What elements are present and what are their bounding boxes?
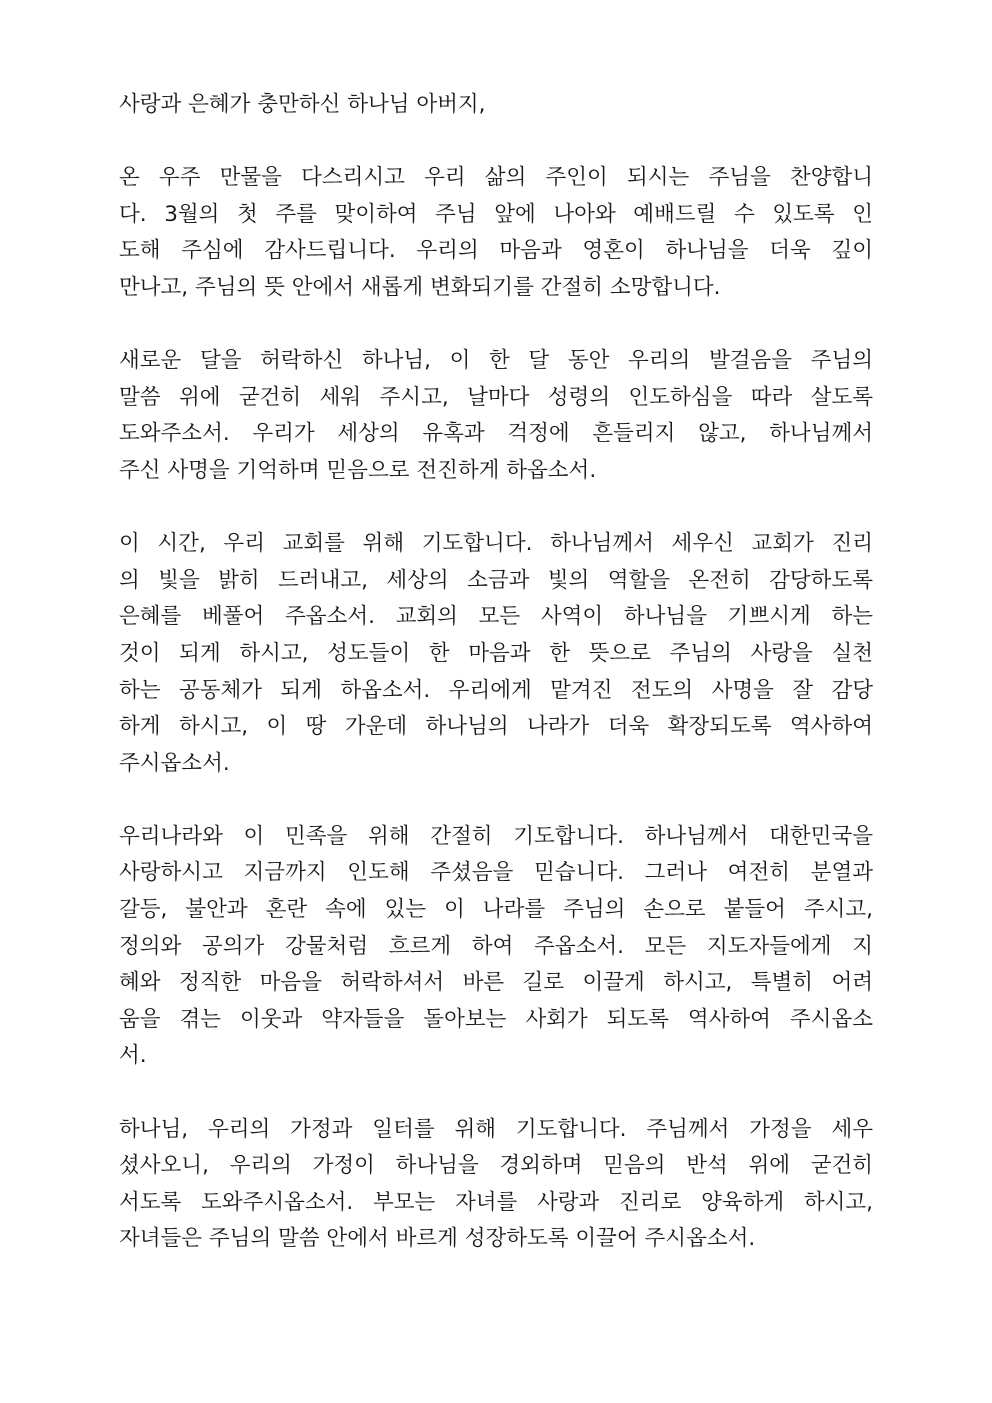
text-line: 이 시간, 우리 교회를 위해 기도합니다. 하나님께서 세우신 교회가 진리 <box>119 531 873 557</box>
text-line: 움을 겪는 이웃과 약자들을 돌아보는 사회가 되도록 역사하여 주시옵소 <box>119 1006 873 1032</box>
text-line: 주시옵소서. <box>119 750 230 776</box>
prayer-text <box>119 87 873 1258</box>
text-line: 하는 공동체가 되게 하옵소서. 우리에게 맡겨진 전도의 사명을 잘 감당 <box>119 677 873 703</box>
text-line: 도해 주심에 감사드립니다. 우리의 마음과 영혼이 하나님을 더욱 깊이 <box>119 238 873 264</box>
text-line: 갈등, 불안과 혼란 속에 있는 이 나라를 주님의 손으로 붙들어 주시고, <box>119 897 873 923</box>
paragraph-5 <box>119 1112 873 1258</box>
paragraph-gap <box>119 1075 873 1112</box>
text-line: 사랑하시고 지금까지 인도해 주셨음을 믿습니다. 그러나 여전히 분열과 <box>119 860 873 886</box>
text-line: 주신 사명을 기억하며 믿음으로 전진하게 하옵소서. <box>119 457 597 483</box>
text-line: 새로운 달을 허락하신 하나님, 이 한 달 동안 우리의 발걸음을 주님의 <box>119 348 873 374</box>
paragraph-gap <box>119 307 873 344</box>
text-line: 정의와 공의가 강물처럼 흐르게 하여 주옵소서. 모든 지도자들에게 지 <box>119 933 873 959</box>
text-line: 자녀들은 주님의 말씀 안에서 바르게 성장하도록 이끌어 주시옵소서. <box>119 1226 756 1252</box>
text-line: 하게 하시고, 이 땅 가운데 하나님의 나라가 더욱 확장되도록 역사하여 <box>119 714 873 740</box>
paragraph-gap <box>119 490 873 527</box>
text-line: 우리나라와 이 민족을 위해 간절히 기도합니다. 하나님께서 대한민국을 <box>119 823 873 849</box>
paragraph-1 <box>119 160 873 306</box>
text-line: 온 우주 만물을 다스리시고 우리 삶의 주인이 되시는 주님을 찬양합니 <box>119 165 873 191</box>
text-line: 혜와 정직한 마음을 허락하셔서 바른 길로 이끌게 하시고, 특별히 어려 <box>119 970 873 996</box>
paragraph-4 <box>119 819 873 1075</box>
text-line: 다. 3월의 첫 주를 맞이하여 주님 앞에 나아와 예배드릴 수 있도록 인 <box>119 201 873 227</box>
text-line: 서도록 도와주시옵소서. 부모는 자녀를 사랑과 진리로 양육하게 하시고, <box>119 1189 873 1215</box>
paragraph-3 <box>119 526 873 782</box>
text-line: 의 빛을 밝히 드러내고, 세상의 소금과 빛의 역할을 온전히 감당하도록 <box>119 567 873 593</box>
text-line: 하나님, 우리의 가정과 일터를 위해 기도합니다. 주님께서 가정을 세우 <box>119 1116 873 1142</box>
text-line: 서. <box>119 1043 147 1069</box>
text-line: 셨사오니, 우리의 가정이 하나님을 경외하며 믿음의 반석 위에 굳건히 <box>119 1153 873 1179</box>
greeting-line: 사랑과 은혜가 충만하신 하나님 아버지, <box>119 92 486 117</box>
paragraph-gap <box>119 124 873 161</box>
text-line: 은혜를 베풀어 주옵소서. 교회의 모든 사역이 하나님을 기쁘시게 하는 <box>119 604 873 630</box>
paragraph-gap <box>119 782 873 819</box>
text-line: 도와주소서. 우리가 세상의 유혹과 걱정에 흔들리지 않고, 하나님께서 <box>119 421 873 447</box>
text-line: 말씀 위에 굳건히 세워 주시고, 날마다 성령의 인도하심을 따라 살도록 <box>119 384 873 410</box>
text-line: 것이 되게 하시고, 성도들이 한 마음과 한 뜻으로 주님의 사랑을 실천 <box>119 640 873 666</box>
text-line: 만나고, 주님의 뜻 안에서 새롭게 변화되기를 간절히 소망합니다. <box>119 274 721 300</box>
paragraph-2 <box>119 343 873 489</box>
